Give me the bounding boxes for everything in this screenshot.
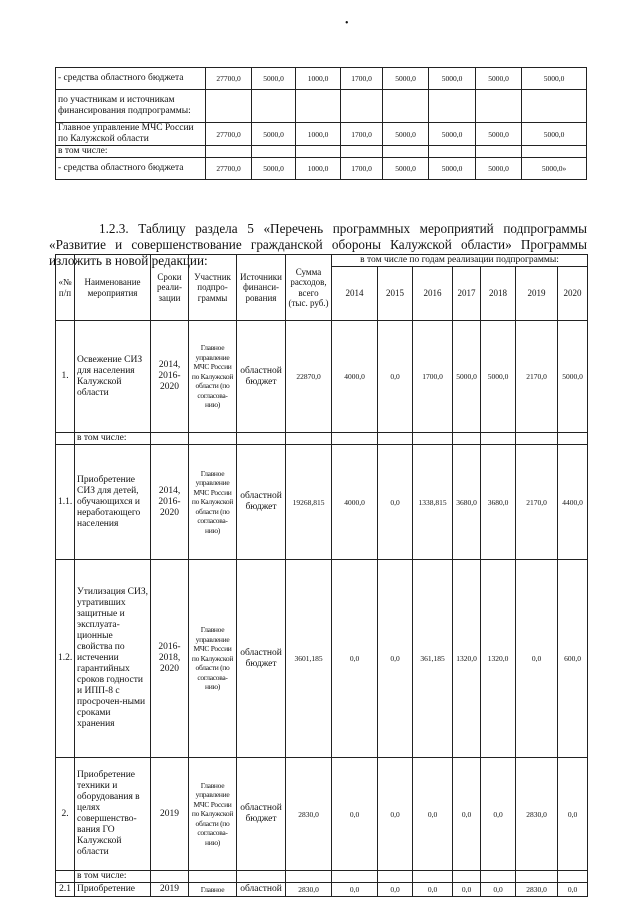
year-value: 5000,0 bbox=[453, 321, 481, 433]
year-value: 0,0 bbox=[558, 758, 588, 871]
amendment-paragraph: 1.2.3. Таблицу раздела 5 «Перечень программных мероприятий подпрограммы «Развитие и совершенствование гражданской обороны Калужской области» Программы изложить в новой редакции: bbox=[49, 221, 587, 269]
row-period: 2019 bbox=[151, 758, 189, 871]
cell: 5000,0 bbox=[252, 123, 296, 146]
table-row bbox=[56, 90, 587, 123]
year-value: 0,0 bbox=[453, 758, 481, 871]
cell bbox=[522, 90, 587, 123]
row-period: 2019 bbox=[151, 883, 189, 897]
cell: 1700,0 bbox=[341, 68, 383, 90]
row-source: областной бюджет bbox=[237, 560, 286, 758]
row-name: Приобретение СИЗ для детей, обучающихся и неработающего населения bbox=[75, 445, 151, 560]
year-value: 0,0 bbox=[481, 758, 516, 871]
cell bbox=[252, 90, 296, 123]
table-row bbox=[56, 560, 588, 758]
year-value: 0,0 bbox=[378, 883, 413, 897]
cell: 5000,0 bbox=[522, 123, 587, 146]
cell: 5000,0 bbox=[252, 158, 296, 180]
cell: 5000,0 bbox=[383, 158, 429, 180]
row-label: по участникам и источникам финансирования подпрограммы: bbox=[56, 90, 206, 123]
table-row bbox=[56, 871, 588, 883]
year-value: 0,0 bbox=[378, 758, 413, 871]
year-value: 1700,0 bbox=[413, 321, 453, 433]
cell bbox=[296, 146, 341, 158]
row-subheader: в том числе: bbox=[75, 871, 151, 883]
year-value: 0,0 bbox=[413, 758, 453, 871]
row-name: Утилизация СИЗ, утративших защитные и эксплуата-ционные свойства по истечении гарантийных сроков годности и ИПП-8 с просрочен-ными сроками хранения bbox=[75, 560, 151, 758]
cell: 5000,0 bbox=[429, 68, 476, 90]
year-value: 0,0 bbox=[378, 321, 413, 433]
header-year: 2019 bbox=[516, 267, 558, 321]
row-num: 2. bbox=[56, 758, 75, 871]
row-owner: Главное bbox=[189, 883, 237, 897]
year-value: 0,0 bbox=[558, 883, 588, 897]
year-value: 0,0 bbox=[378, 445, 413, 560]
year-value: 1320,0 bbox=[481, 560, 516, 758]
header-period: Сроки реали-зации bbox=[151, 255, 189, 321]
table-row bbox=[56, 123, 587, 146]
cell: 27700,0 bbox=[206, 68, 252, 90]
row-total: 2830,0 bbox=[286, 883, 332, 897]
cell: 5000,0 bbox=[476, 123, 522, 146]
header-name: Наименование мероприятия bbox=[75, 255, 151, 321]
cell: 5000,0 bbox=[383, 68, 429, 90]
row-period: 2014, 2016-2020 bbox=[151, 445, 189, 560]
row-total: 22870,0 bbox=[286, 321, 332, 433]
header-year: 2015 bbox=[378, 267, 413, 321]
cell bbox=[476, 146, 522, 158]
cell: 5000,0 bbox=[429, 158, 476, 180]
row-total: 19268,815 bbox=[286, 445, 332, 560]
header-year: 2018 bbox=[481, 267, 516, 321]
header-total: Сумма расходов, всего (тыс. руб.) bbox=[286, 255, 332, 321]
year-value: 0,0 bbox=[332, 883, 378, 897]
cell: 5000,0 bbox=[252, 68, 296, 90]
cell: 5000,0 bbox=[476, 68, 522, 90]
header-year: 2014 bbox=[332, 267, 378, 321]
row-owner: Главное управление МЧС России по Калужской области (по согласова-нию) bbox=[189, 321, 237, 433]
table-row bbox=[56, 883, 588, 897]
row-label: Главное управление МЧС России по Калужской области bbox=[56, 123, 206, 146]
table-row bbox=[56, 158, 587, 180]
row-owner: Главное управление МЧС России по Калужской области (по согласова-нию) bbox=[189, 758, 237, 871]
row-label: в том числе: bbox=[56, 146, 206, 158]
cell: 1000,0 bbox=[296, 68, 341, 90]
table-row bbox=[56, 445, 588, 560]
year-value: 0,0 bbox=[332, 560, 378, 758]
year-value: 3680,0 bbox=[453, 445, 481, 560]
year-value: 5000,0 bbox=[558, 321, 588, 433]
cell: 5000,0 bbox=[383, 123, 429, 146]
year-value: 600,0 bbox=[558, 560, 588, 758]
year-value: 3680,0 bbox=[481, 445, 516, 560]
header-year: 2016 bbox=[413, 267, 453, 321]
row-subheader: в том числе: bbox=[75, 433, 151, 445]
row-num: 2.1 bbox=[56, 883, 75, 897]
row-total: 3601,185 bbox=[286, 560, 332, 758]
cell: 1000,0 bbox=[296, 123, 341, 146]
row-period: 2016-2018, 2020 bbox=[151, 560, 189, 758]
year-value: 4400,0 bbox=[558, 445, 588, 560]
row-source: областной бюджет bbox=[237, 758, 286, 871]
table-row bbox=[56, 758, 588, 871]
row-total: 2830,0 bbox=[286, 758, 332, 871]
row-label: - средства областного бюджета bbox=[56, 158, 206, 180]
row-name: Приобретение техники и оборудования в целях совершенство-вания ГО Калужской области bbox=[75, 758, 151, 871]
cell bbox=[206, 146, 252, 158]
year-value: 0,0 bbox=[516, 560, 558, 758]
row-label: - средства областного бюджета bbox=[56, 68, 206, 90]
cell bbox=[296, 90, 341, 123]
cell: 5000,0» bbox=[522, 158, 587, 180]
header-num: «№ п/п bbox=[56, 255, 75, 321]
cell bbox=[252, 146, 296, 158]
cell bbox=[429, 146, 476, 158]
header-year: 2020 bbox=[558, 267, 588, 321]
cell bbox=[476, 90, 522, 123]
row-name: Освежение СИЗ для населения Калужской области bbox=[75, 321, 151, 433]
year-value: 2830,0 bbox=[516, 883, 558, 897]
row-source: областной бюджет bbox=[237, 321, 286, 433]
table-row bbox=[56, 146, 587, 158]
year-value: 0,0 bbox=[453, 883, 481, 897]
row-name: Приобретение bbox=[75, 883, 151, 897]
cell bbox=[429, 90, 476, 123]
year-value: 1338,815 bbox=[413, 445, 453, 560]
row-owner: Главное управление МЧС России по Калужской области (по согласова-нию) bbox=[189, 560, 237, 758]
program-activities-table bbox=[55, 254, 588, 897]
year-value: 2170,0 bbox=[516, 321, 558, 433]
cell bbox=[383, 90, 429, 123]
year-value: 1320,0 bbox=[453, 560, 481, 758]
year-value: 0,0 bbox=[481, 883, 516, 897]
financing-table-continued bbox=[55, 67, 587, 180]
cell: 5000,0 bbox=[522, 68, 587, 90]
row-num: 1.2. bbox=[56, 560, 75, 758]
year-value: 2170,0 bbox=[516, 445, 558, 560]
cell: 27700,0 bbox=[206, 158, 252, 180]
year-value: 4000,0 bbox=[332, 445, 378, 560]
year-value: 0,0 bbox=[378, 560, 413, 758]
year-value: 0,0 bbox=[413, 883, 453, 897]
header-year: 2017 bbox=[453, 267, 481, 321]
year-value: 0,0 bbox=[332, 758, 378, 871]
row-period: 2014, 2016-2020 bbox=[151, 321, 189, 433]
cell bbox=[522, 146, 587, 158]
row-source: областной bbox=[237, 883, 286, 897]
year-value: 4000,0 bbox=[332, 321, 378, 433]
year-value: 5000,0 bbox=[481, 321, 516, 433]
page-mark: • bbox=[345, 18, 349, 29]
row-owner: Главное управление МЧС России по Калужской области (по согласова-нию) bbox=[189, 445, 237, 560]
cell: 1700,0 bbox=[341, 158, 383, 180]
year-value: 361,185 bbox=[413, 560, 453, 758]
row-num: 1.1. bbox=[56, 445, 75, 560]
table-row bbox=[56, 321, 588, 433]
table-row bbox=[56, 433, 588, 445]
table-row bbox=[56, 68, 587, 90]
cell bbox=[206, 90, 252, 123]
cell bbox=[341, 146, 383, 158]
year-value: 2830,0 bbox=[516, 758, 558, 871]
header-owner: Участник подпро-граммы bbox=[189, 255, 237, 321]
cell bbox=[341, 90, 383, 123]
cell: 1700,0 bbox=[341, 123, 383, 146]
cell: 1000,0 bbox=[296, 158, 341, 180]
row-num: 1. bbox=[56, 321, 75, 433]
header-source: Источники финанси-рования bbox=[237, 255, 286, 321]
cell: 5000,0 bbox=[476, 158, 522, 180]
row-source: областной бюджет bbox=[237, 445, 286, 560]
cell: 5000,0 bbox=[429, 123, 476, 146]
cell: 27700,0 bbox=[206, 123, 252, 146]
cell bbox=[383, 146, 429, 158]
header-by-year: в том числе по годам реализации подпрограммы: bbox=[332, 255, 588, 267]
